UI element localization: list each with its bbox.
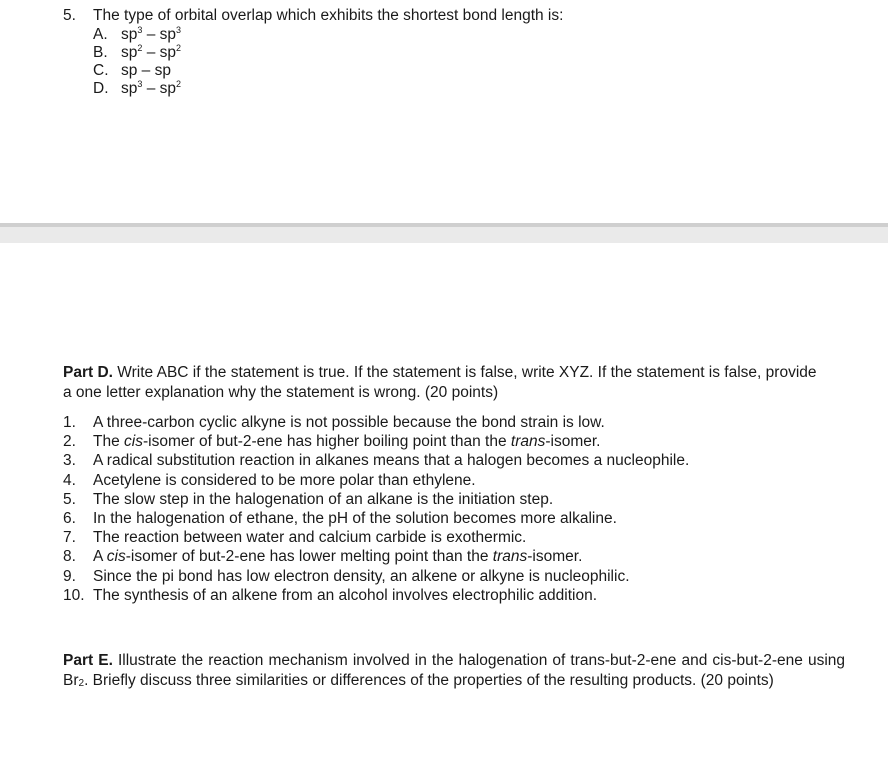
statement-text: [93, 528, 526, 547]
statement-item: [63, 547, 823, 566]
statement-number: 7.: [63, 529, 76, 547]
orbital-left: sp: [121, 62, 138, 79]
orbital-separator: –: [142, 44, 160, 61]
statement-text: [93, 432, 600, 451]
orbital-right-superscript: 3: [176, 25, 182, 35]
statement-part: Acetylene is considered to be more polar than ethylene.: [93, 471, 476, 489]
statement-item: [63, 528, 823, 547]
answer-choice: [93, 44, 563, 62]
choice-text: [121, 80, 181, 98]
statement-part: -isomer of but-2-ene has lower melting point than the: [125, 548, 493, 566]
question-stem: [63, 6, 563, 26]
orbital-left-superscript: 3: [137, 25, 143, 35]
statement-text: [93, 490, 553, 509]
orbital-right: sp: [154, 62, 171, 79]
question-number: 5.: [63, 7, 76, 24]
statement-item: [63, 413, 823, 432]
orbital-left-superscript: 3: [137, 79, 143, 89]
choice-letter: C.: [93, 62, 109, 79]
orbital-right: sp: [159, 44, 176, 61]
question-text: The type of orbital overlap which exhibits the shortest bond length is:: [93, 7, 564, 24]
choice-text: [121, 44, 181, 62]
statement-text: [93, 567, 630, 586]
statement-text: [93, 413, 605, 432]
part-e-instructions: [63, 651, 845, 691]
statement-list: [63, 413, 823, 605]
statement-part: The slow step in the halogenation of an alkane is the initiation step.: [93, 490, 554, 508]
statement-emphasis: trans: [510, 433, 546, 451]
answer-choice: [93, 62, 563, 80]
statement-emphasis: trans: [492, 548, 528, 566]
statement-number: 8.: [63, 548, 76, 566]
part-e-text-before: Illustrate the reaction mechanism involved in the halogenation of trans-but-2-ene and cis-but-2-ene using Br: [63, 652, 846, 689]
statement-part: In the halogenation of ethane, the pH of the solution becomes more alkaline.: [93, 510, 617, 528]
orbital-right: sp: [159, 26, 176, 43]
statement-item: [63, 490, 823, 509]
statement-part: -isomer.: [527, 548, 583, 566]
statement-item: [63, 432, 823, 451]
question-5: [63, 6, 563, 98]
orbital-left: sp: [121, 80, 138, 97]
statement-item: [63, 509, 823, 528]
orbital-right: sp: [159, 80, 176, 97]
choice-letter: B.: [93, 44, 108, 61]
orbital-separator: –: [142, 26, 160, 43]
part-e-text-after: . Briefly discuss three similarities or differences of the properties of the resulting products. (20 points): [84, 672, 774, 689]
statement-number: 9.: [63, 567, 76, 585]
orbital-left: sp: [121, 26, 138, 43]
statement-part: The: [93, 433, 125, 451]
part-d-section: [63, 363, 823, 605]
statement-text: [93, 509, 617, 528]
statement-number: 6.: [63, 510, 76, 528]
choice-text: [121, 62, 171, 80]
statement-text: [93, 471, 476, 490]
statement-part: A radical substitution reaction in alkanes means that a halogen becomes a nucleophile.: [93, 452, 690, 470]
statement-text: [93, 547, 582, 566]
page-break-edge: [0, 223, 888, 227]
statement-part: Since the pi bond has low electron density, an alkene or alkyne is nucleophilic.: [93, 567, 630, 585]
statement-part: -isomer.: [545, 433, 601, 451]
statement-part: -isomer of but-2-ene has higher boiling point than the: [142, 433, 511, 451]
statement-part: A three-carbon cyclic alkyne is not possible because the bond strain is low.: [93, 414, 605, 431]
statement-emphasis: cis: [106, 548, 126, 566]
statement-part: A: [93, 548, 107, 566]
orbital-left-superscript: 2: [137, 43, 143, 53]
orbital-right-superscript: 2: [176, 43, 182, 53]
statement-number: 4.: [63, 471, 76, 489]
answer-choice: [93, 80, 563, 98]
statement-emphasis: cis: [124, 433, 143, 451]
part-d-label: Part D.: [63, 364, 113, 381]
choice-letter: A.: [93, 26, 108, 43]
answer-choices: [93, 26, 563, 98]
statement-item: [63, 471, 823, 490]
orbital-right-superscript: 2: [176, 79, 182, 89]
orbital-left: sp: [121, 44, 138, 61]
statement-number: 3.: [63, 452, 76, 470]
orbital-separator: –: [142, 80, 160, 97]
statement-item: [63, 586, 823, 605]
answer-choice: [93, 26, 563, 44]
statement-part: The reaction between water and calcium carbide is exothermic.: [93, 529, 527, 547]
statement-part: The synthesis of an alkene from an alcohol involves electrophilic addition.: [93, 586, 598, 604]
part-e-section: [63, 651, 845, 691]
choice-letter: D.: [93, 80, 109, 97]
statement-number: 2.: [63, 433, 76, 451]
statement-text: [93, 586, 597, 605]
orbital-separator: –: [137, 62, 155, 79]
part-d-text: Write ABC if the statement is true. If the statement is false, write XYZ. If the statement is false, provide a one letter explanation why the statement is wrong. (20 points): [63, 364, 817, 401]
statement-number: 10.: [63, 586, 85, 604]
part-e-subscript: 2: [78, 678, 85, 689]
part-d-instructions: [63, 363, 823, 403]
statement-item: [63, 567, 823, 586]
statement-number: 1.: [63, 414, 76, 431]
statement-text: [93, 451, 689, 470]
choice-text: [121, 26, 181, 44]
part-e-label: Part E.: [63, 652, 113, 669]
statement-number: 5.: [63, 490, 76, 508]
statement-item: [63, 451, 823, 470]
